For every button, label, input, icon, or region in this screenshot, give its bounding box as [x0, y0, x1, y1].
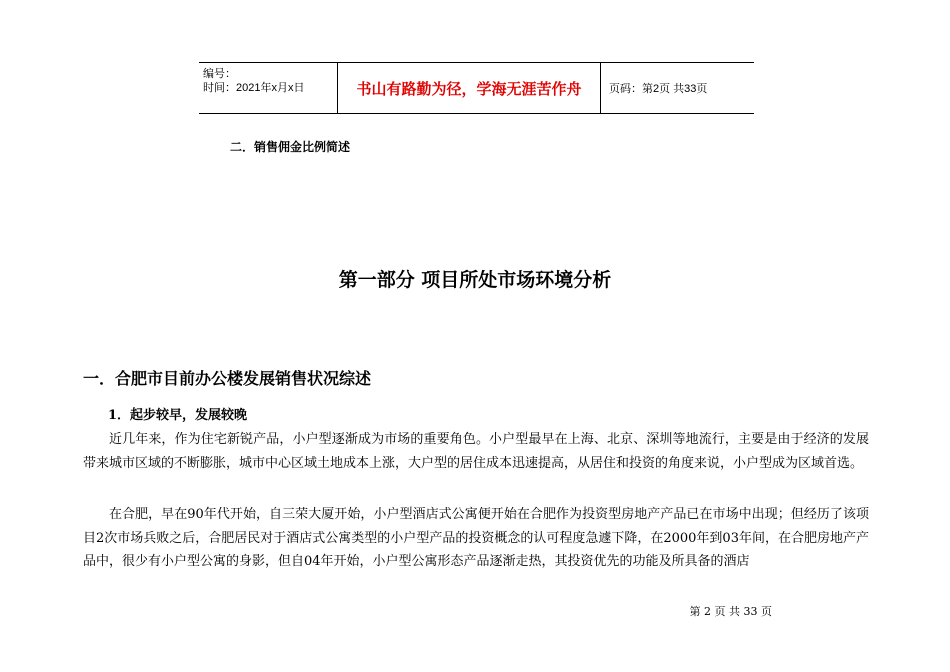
page-header [199, 62, 754, 114]
page-footer: 第 2 页 共 33 页 [689, 605, 772, 618]
toc-item: 二．销售佣金比例简述 [230, 140, 351, 154]
header-meta [199, 63, 338, 113]
paragraph: 近几年来，作为住宅新锐产品，小户型逐渐成为市场的重要角色。小户型最早在上海、北京、深圳等地流行，主要是由于经济的发展带来城市区域的不断膨胀，城市中心区域土地成本上涨，大户型的居住成本迅速提高，从居住和投资的角度来说，小户型成为区域首选。 [83, 432, 869, 471]
paragraph: 在合肥，早在90年代开始，自三荣大厦开始，小户型酒店式公寓便开始在合肥作为投资型房地产产品已在市场中出现；但经历了该项目2次市场兵败之后，合肥居民对于酒店式公寓类型的小户型产品的投资概念的认可程度急遽下降，在2000年到03年间，在合肥房地产产品中，很少有小户型公寓的身影，但自04年开始，小户型公寓形态产品逐渐走热，其投资优先的功能及所具备的酒店 [83, 507, 869, 570]
subsection-title: 1．起步较早，发展较晚 [108, 408, 248, 423]
section-title: 一．合肥市目前办公楼发展销售状况综述 [83, 369, 372, 388]
number-label: 编号： [203, 68, 236, 80]
header-motto: 书山有路勤为径，学海无涯苦作舟 [338, 63, 601, 113]
time-label: 时间：2021年x月x日 [203, 82, 305, 94]
part-title: 第一部分 项目所处市场环境分析 [338, 269, 612, 291]
header-page-info: 页码：第2页 共33页 [609, 83, 708, 95]
